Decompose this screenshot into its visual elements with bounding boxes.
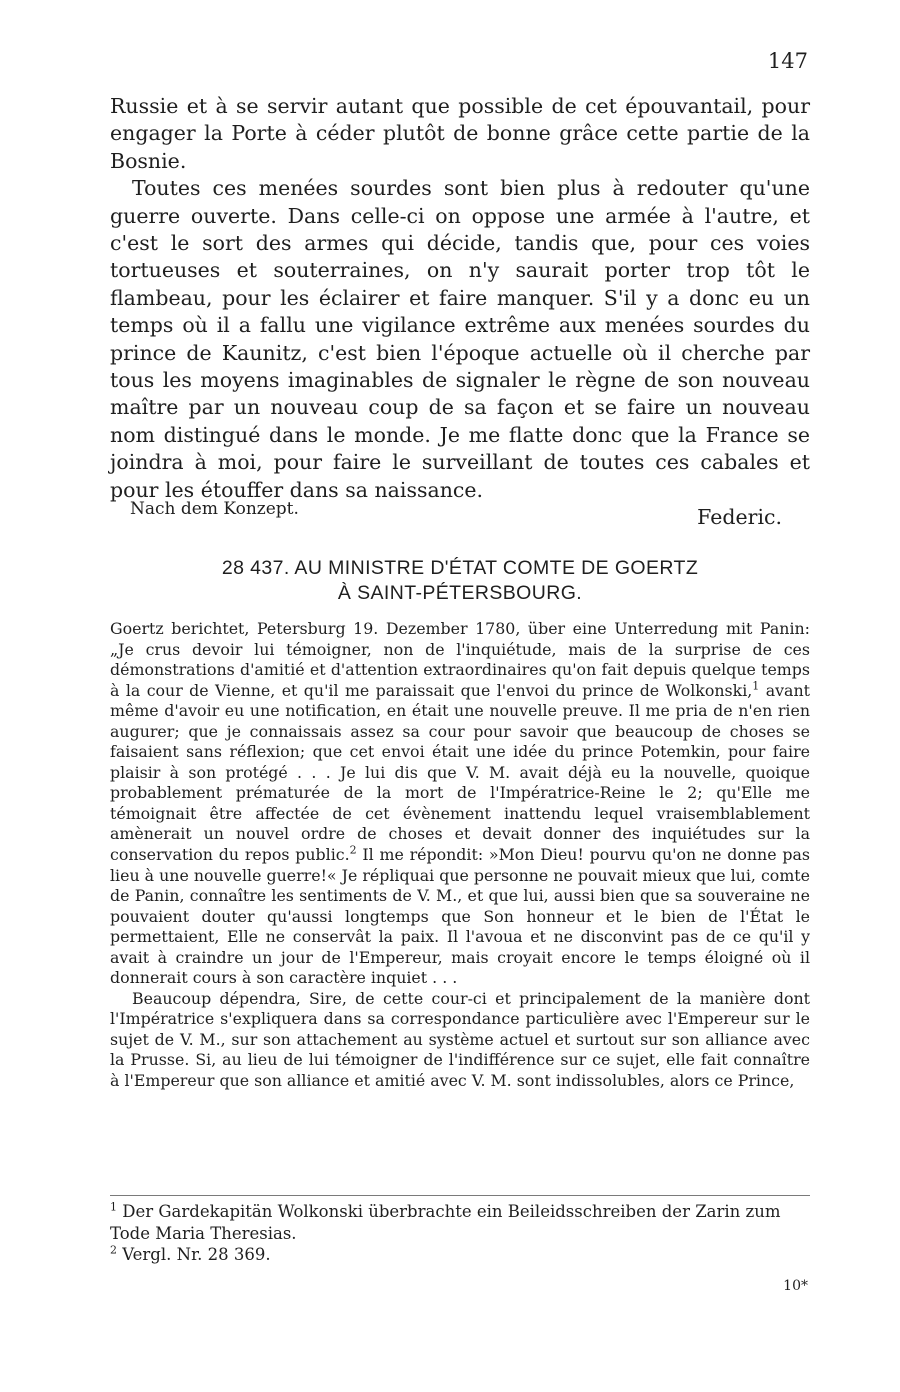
footnote-1 [110,1201,810,1244]
report-text-3: Il me répondit: »Mon Dieu! pourvu qu'on ne donne pas lieu à une nouvelle guerre!« Je répliquai que personne ne pouvait mieux que lui, comte de Panin, connaître les sentiments de V. M., et que lui, aussi bien que sa souveraine ne pouvaient douter qu'aussi longtemps que Son honneur et le bien de l'État le permettaient, Elle ne conservât la paix. Il l'avoua et ne disconvint pas de ce qu'il y avait à craindre un jour de l'Empereur, mais croyait encore le temps éloigné où il donnerait cours à son caractère inquiet . . . [110,845,810,988]
paragraph-1: Russie et à se servir autant que possible de cet épouvantail, pour engager la Porte à céder plutôt de bonne grâce cette partie de la Bosnie. [110,94,810,173]
footnotes [110,1201,810,1266]
footnote-text-1: Der Gardekapitän Wolkonski überbrachte ein Beileidsschreiben der Zarin zum Tode Maria Theresias. [110,1202,781,1243]
printer-signature-mark: 10* [783,1278,808,1294]
paragraph-2: Toutes ces menées sourdes sont bien plus à redouter qu'une guerre ouverte. Dans celle-ci on oppose une armée à l'autre, et c'est le sort des armes qui décide, tandis que, pour ces voies tortueuses et souterraines, on n'y saurait porter trop tôt le flambeau, pour les éclairer et faire manquer. S'il y a donc eu un temps où il a fallu une vigilance extrême aux menées sourdes du prince de Kaunitz, c'est bien l'époque actuelle où il cherche par tous les moyens imaginables de signaler le règne de son nouveau maître par un nouveau coup de sa façon et se faire un nouveau nom distingué dans le monde. Je me flatte donc que la France se joindra à moi, pour faire le surveillant de toutes ces cabales et pour les étouffer dans sa naissance. [110,176,810,502]
main-text [110,93,810,532]
page-number: 147 [767,49,808,73]
footnote-text-2: Vergl. Nr. 28 369. [117,1245,271,1264]
report-text-2: avant même d'avoir eu une notification, en était une nouvelle preuve. Il me pria de n'en rien augurer; que je connaissais assez sa cour pour savoir que beaucoup de choses se faisaient sans réflexion; que cet envoi était une idée du prince Potemkin, pour faire plaisir à son protégé . . . Je lui dis que V. M. avait déjà eu la nouvelle, quoique probablement prématurée de la mort de l'Impératrice-Reine le 2; qu'Elle me témoignait être affectée de cet évènement inattendu lequel vraisemblablement amènerait un nouvel ordre de choses et devait donner des inquiétudes sur la conservation du repos public. [110,680,810,865]
footnote-2 [110,1244,810,1266]
heading-line-1: 28 437. AU MINISTRE D'ÉTAT COMTE DE GOERTZ [221,557,699,579]
source-note: Nach dem Konzept. [130,499,299,519]
footnote-ref-2: 2 [349,843,357,857]
signature: Federic. [697,505,782,530]
footnote-marker-1: 1 [110,1200,117,1214]
document-heading [110,556,810,606]
report-paragraph [110,619,810,989]
continuation-paragraph: Beaucoup dépendra, Sire, de cette cour-ci et principalement de la manière dont l'Impératrice s'expliquera dans sa correspondance particulière avec l'Empereur sur le sujet de V. M., sur son attachement au système actuel et surtout sur son alliance avec la Prusse. Si, au lieu de lui témoigner de l'indifférence sur ce sujet, elle fait connaître à l'Empereur que son alliance et amitié avec V. M. sont indissolubles, alors ce Prince, [110,988,810,1091]
report-text-1: Goertz berichtet, Petersburg 19. Dezember 1780, über eine Unterredung mit Panin: „Je crus devoir lui témoigner, non de l'inquiétude, mais de la surprise de ces démonstrations d'amitié et d'attention extraordinaires qu'on fait depuis quelque temps à la cour de Vienne, et qu'il me paraissait que l'envoi du prince de Wolkonski, [110,619,810,700]
footnote-marker-2: 2 [110,1243,117,1257]
heading-line-2: À SAINT-PÉTERSBOURG. [337,582,583,604]
report-summary [110,619,810,1092]
footnote-ref-1: 1 [752,679,760,693]
footnote-divider [110,1195,810,1196]
